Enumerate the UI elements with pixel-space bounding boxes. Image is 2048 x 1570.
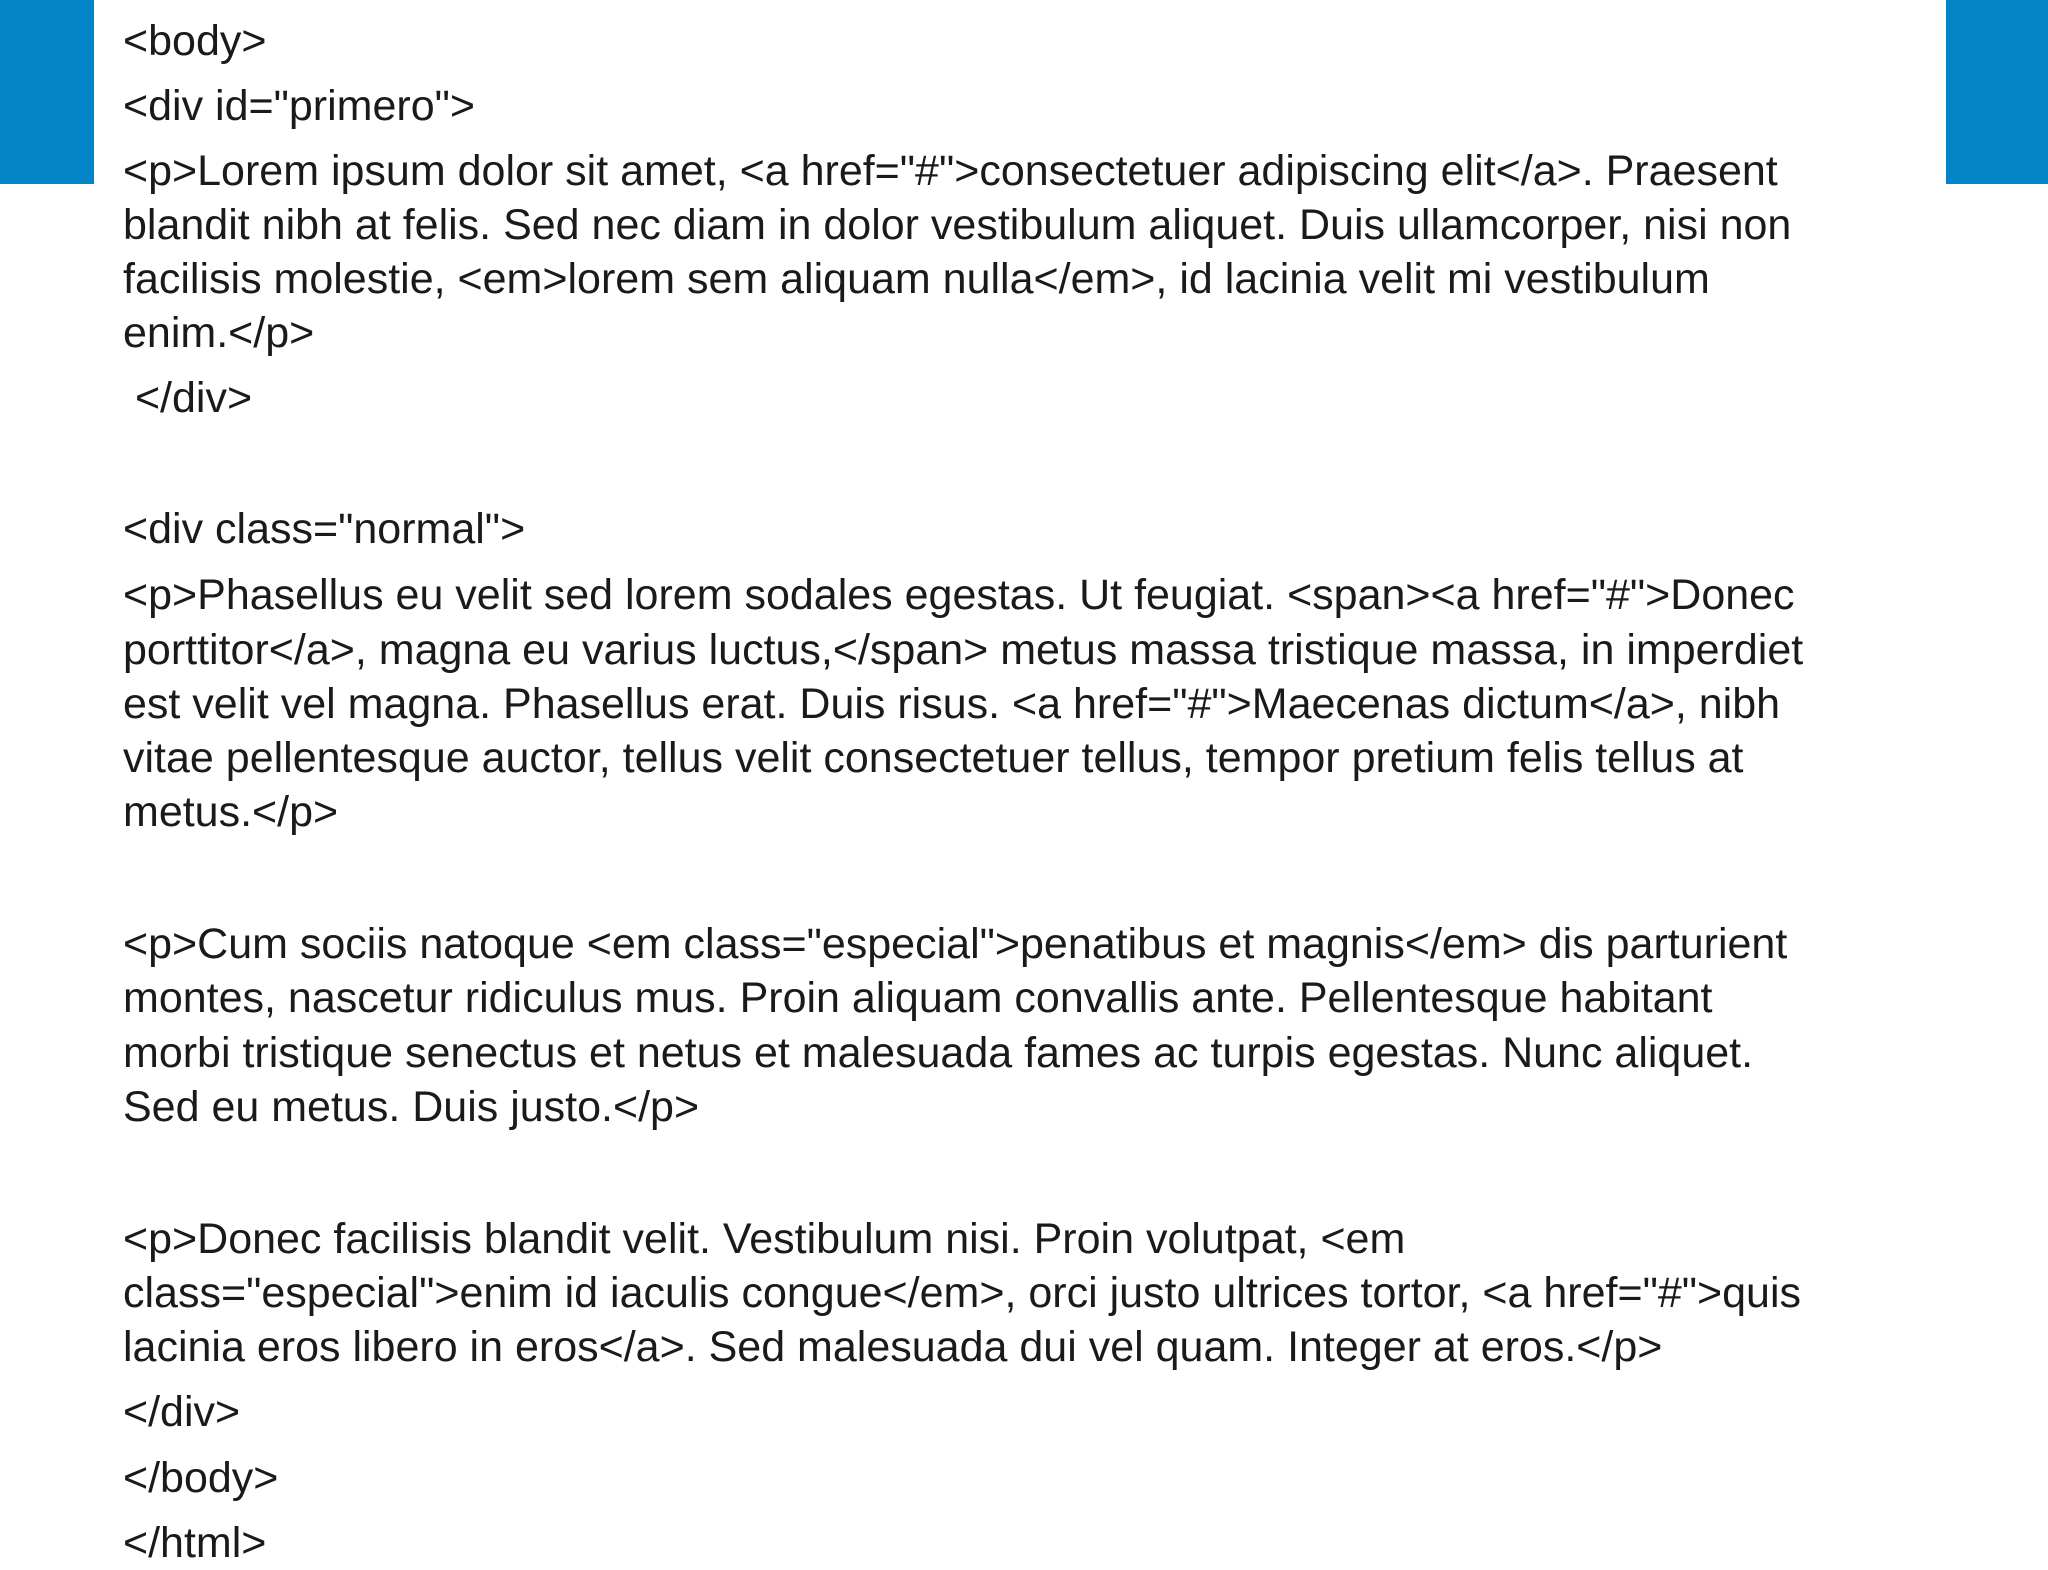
code-line: morbi tristique senectus et netus et malesuada fames ac turpis egestas. Nunc aliquet. xyxy=(123,1029,1754,1077)
code-line-body-open: <body> xyxy=(123,17,267,65)
code-line-div-primero-open: <div id="primero"> xyxy=(123,82,475,130)
code-line: montes, nascetur ridiculus mus. Proin aliquam convallis ante. Pellentesque habitant xyxy=(123,974,1713,1022)
code-line-div-normal-open: <div class="normal"> xyxy=(123,505,526,553)
code-line: est velit vel magna. Phasellus erat. Duis risus. <a href="#">Maecenas dictum</a>, nibh xyxy=(123,680,1781,728)
code-line-body-close: </body> xyxy=(123,1454,279,1502)
code-line: <p>Donec facilisis blandit velit. Vestibulum nisi. Proin volutpat, <em xyxy=(123,1215,1406,1263)
code-line-html-close: </html> xyxy=(123,1519,267,1567)
code-line: Sed eu metus. Duis justo.</p> xyxy=(123,1083,700,1131)
accent-bar-left xyxy=(0,0,104,184)
code-line: porttitor</a>, magna eu varius luctus,</span> metus massa tristique massa, in imperdiet xyxy=(123,626,1804,674)
code-line: blandit nibh at felis. Sed nec diam in dolor vestibulum aliquet. Duis ullamcorper, nisi non xyxy=(123,201,1792,249)
code-line: <p>Phasellus eu velit sed lorem sodales egestas. Ut feugiat. <span><a href="#">Donec xyxy=(123,571,1795,619)
code-line: enim.</p> xyxy=(123,309,315,357)
code-line: lacinia eros libero in eros</a>. Sed malesuada dui vel quam. Integer at eros.</p> xyxy=(123,1323,1663,1371)
code-line: vitae pellentesque auctor, tellus velit consectetuer tellus, tempor pretium felis tellus at xyxy=(123,734,1744,782)
code-line: metus.</p> xyxy=(123,788,339,836)
code-line: class="especial">enim id iaculis congue</em>, orci justo ultrices tortor, <a href="#">quis xyxy=(123,1269,1802,1317)
code-line-div-primero-close: </div> xyxy=(123,374,253,422)
code-line: <p>Cum sociis natoque <em class="especial">penatibus et magnis</em> dis parturient xyxy=(123,920,1788,968)
code-line-div-normal-close: </div> xyxy=(123,1388,241,1436)
code-line: facilisis molestie, <em>lorem sem aliquam nulla</em>, id lacinia velit mi vestibulum xyxy=(123,255,1710,303)
accent-bar-right xyxy=(1946,0,2048,184)
code-line: <p>Lorem ipsum dolor sit amet, <a href="#">consectetuer adipiscing elit</a>. Praesent xyxy=(123,147,1778,195)
